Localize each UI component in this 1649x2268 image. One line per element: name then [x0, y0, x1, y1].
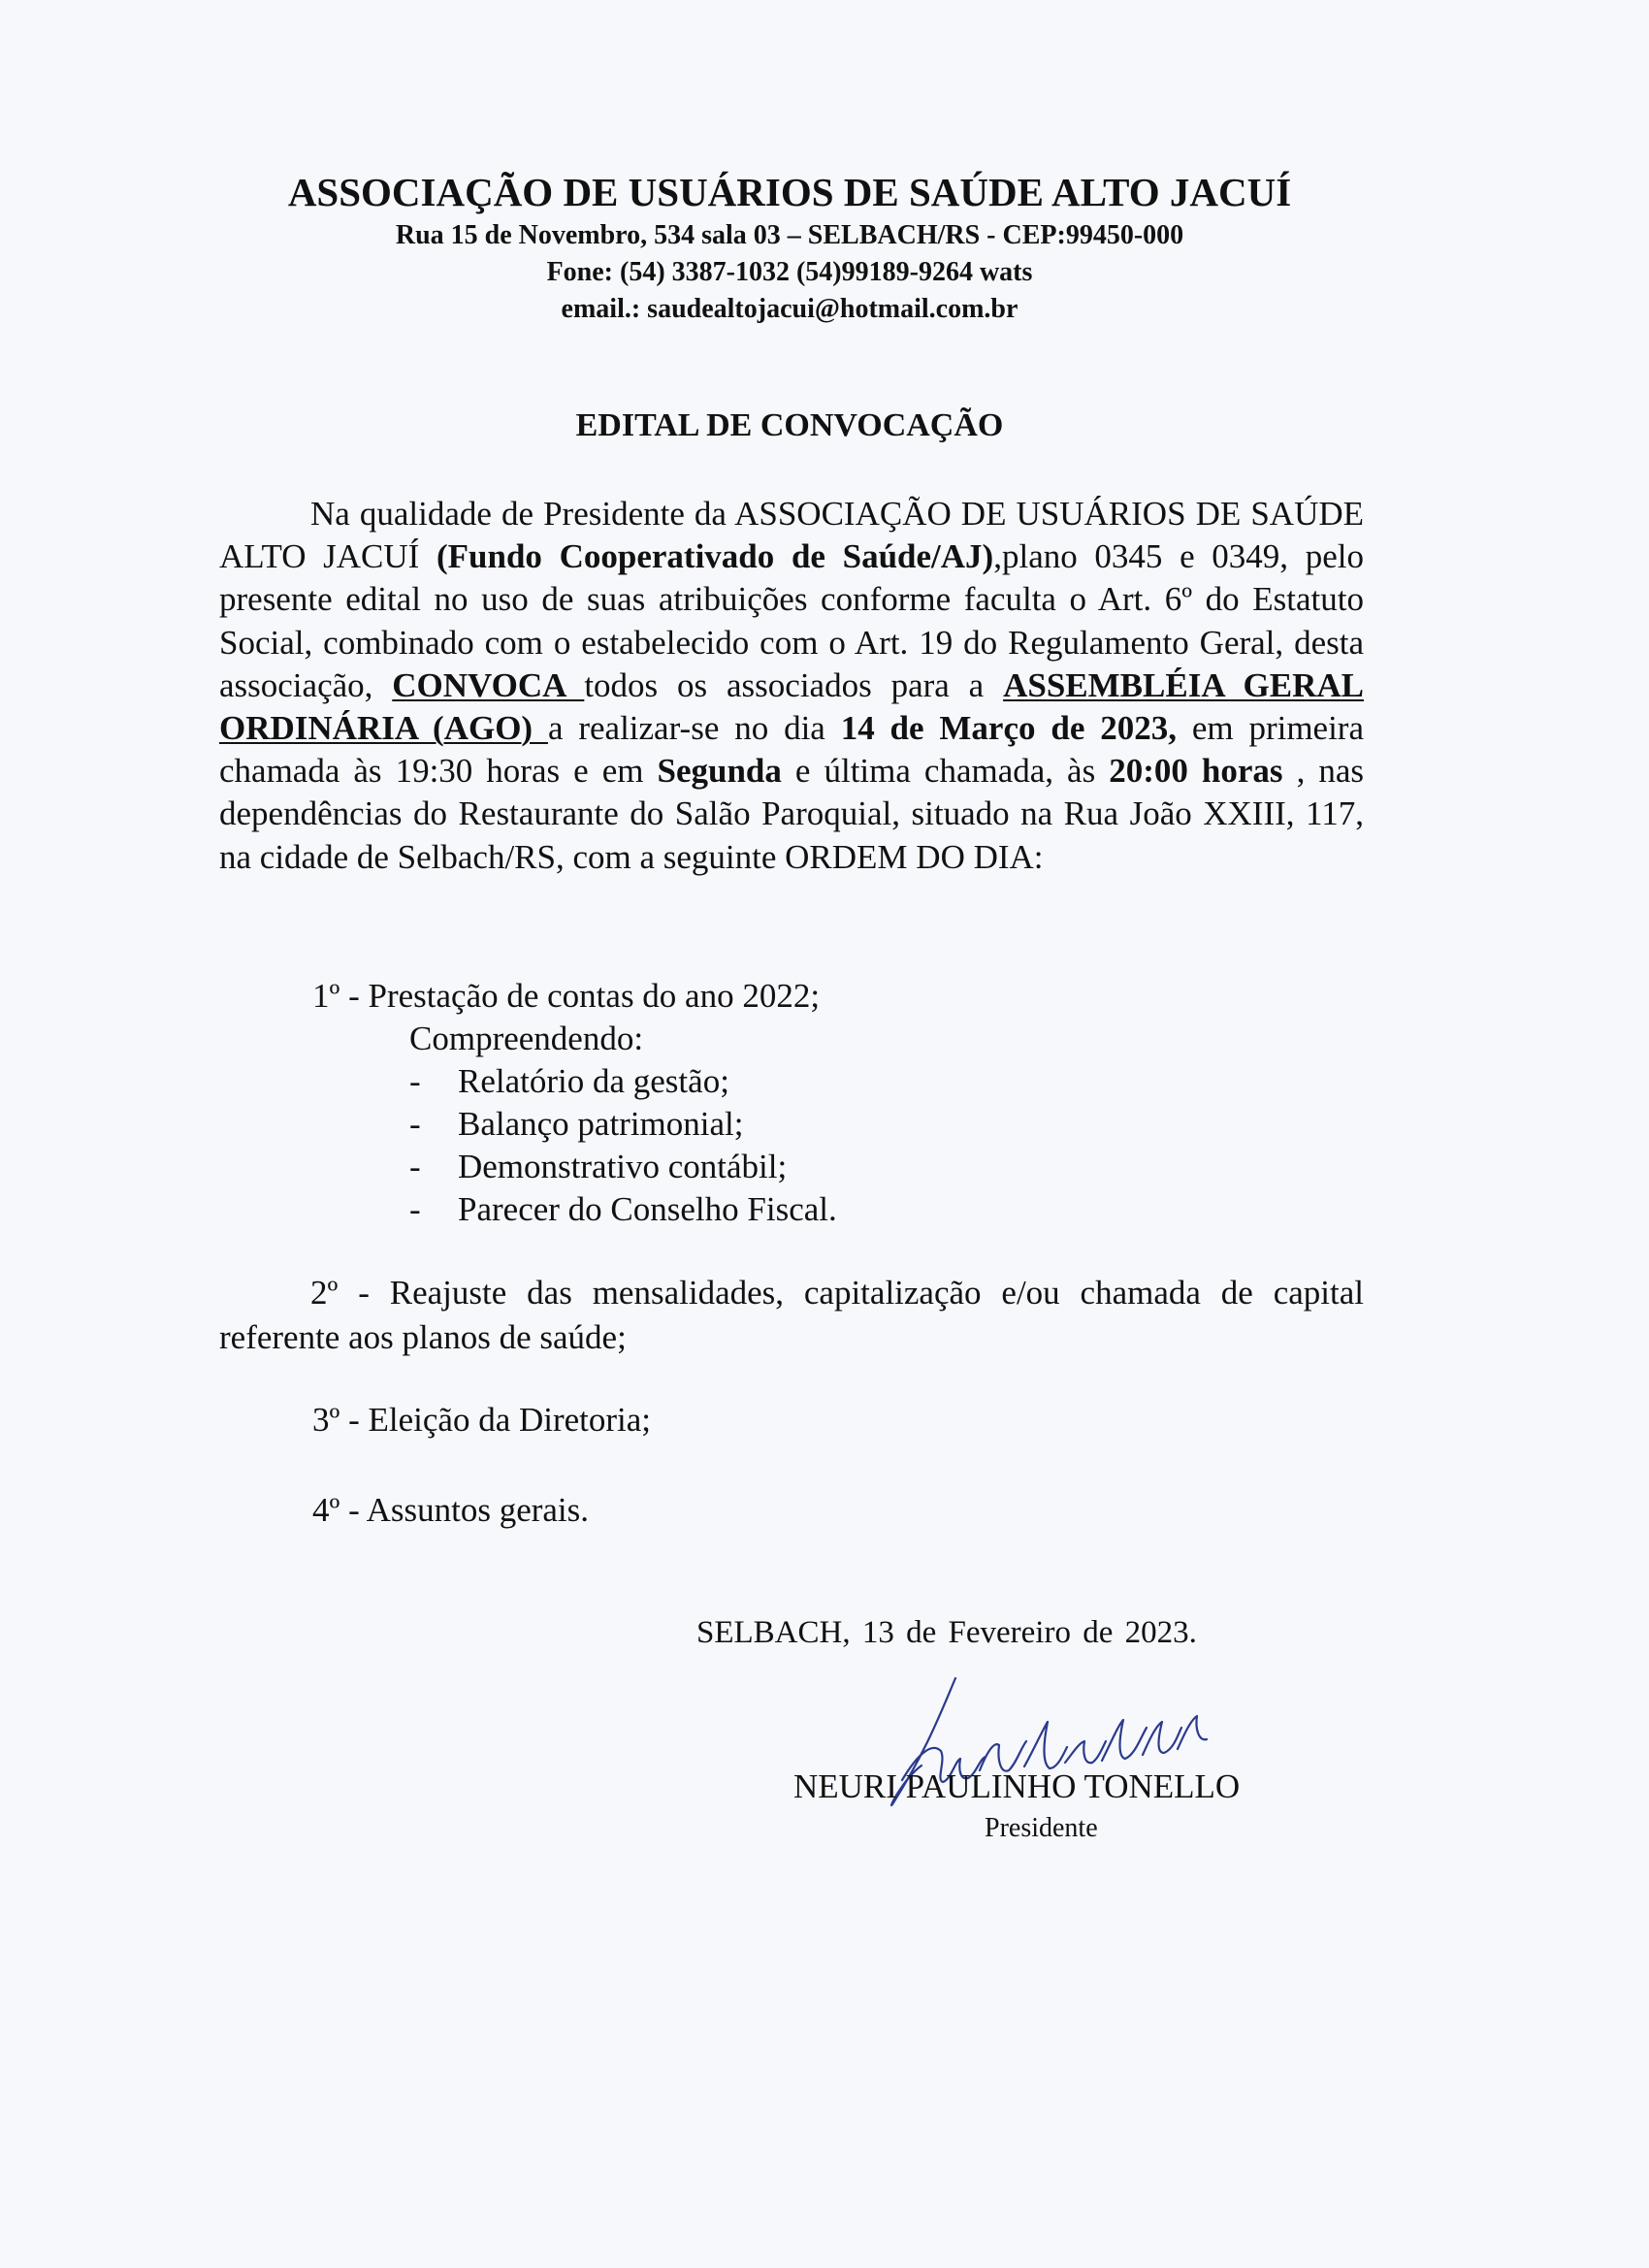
fund-name: (Fundo Cooperativado de Saúde/AJ)	[436, 537, 994, 576]
agenda-subitem: - Parecer do Conselho Fiscal.	[409, 1190, 837, 1228]
agenda-subitem: - Relatório da gestão;	[409, 1062, 729, 1100]
signer-title: Presidente	[985, 1813, 1098, 1843]
intro-text-3: ,plano 0345 e 0349, pelo presente edital no uso de suas atribuições conforme faculta o Art. 6º do Estatuto Social, combinado com o estabelecido com o Art. 19 do Regulamento Geral, desta associação,	[219, 537, 1364, 704]
association-email: email.: saudealtojacui@hotmail.com.br	[561, 294, 1018, 324]
association-address: Rua 15 de Novembro, 534 sala 03 – SELBACH/RS - CEP:99450-000	[395, 220, 1184, 250]
place-and-date: SELBACH, 13 de Fevereiro de 2023.	[696, 1615, 1197, 1650]
agenda-subitem: - Balanço patrimonial;	[409, 1105, 744, 1143]
agenda-item-3: 3º - Eleição da Diretoria;	[312, 1401, 652, 1439]
intro-text-1: Na qualidade de Presidente da ASSOCIAÇÃO DE USUÁRIOS DE SAÚDE ALTO JACUÍ	[219, 495, 1364, 576]
assembly-name: ASSEMBLÉIA GERAL ORDINÁRIA (AGO)	[219, 665, 1364, 748]
signer-name: NEURI PAULINHO TONELLO	[793, 1767, 1241, 1805]
document-title: EDITAL DE CONVOCAÇÃO	[575, 407, 1004, 443]
convocation-paragraph	[219, 493, 1364, 879]
intro-text-9: em primeira chamada às 19:30 horas e em	[219, 709, 1364, 791]
intro-text-7: a realizar-se no dia	[547, 709, 841, 748]
association-name: ASSOCIAÇÃO DE USUÁRIOS DE SAÚDE ALTO JACUÍ	[287, 170, 1292, 214]
agenda-item-4: 4º - Assuntos gerais.	[312, 1491, 590, 1529]
agenda-item-2: 2º - Reajuste das mensalidades, capitalização e/ou chamada de capital referente aos planos de saúde;	[219, 1274, 1364, 1356]
agenda-item-1: 1º - Prestação de contas do ano 2022;	[312, 977, 821, 1015]
assembly-date: 14 de Março de 2023,	[840, 709, 1177, 748]
intro-text-5: todos os associados para a	[584, 665, 1004, 704]
second-call-time: 20:00 horas	[1109, 752, 1283, 791]
intro-text-11: e última chamada, às	[781, 752, 1110, 791]
agenda-comprising-label: Compreendendo:	[409, 1020, 644, 1057]
convoca-word: CONVOCA	[392, 665, 585, 704]
association-phone: Fone: (54) 3387-1032 (54)99189-9264 wats	[546, 257, 1033, 287]
agenda-subitem: - Demonstrativo contábil;	[409, 1148, 788, 1185]
second-call-word: Segunda	[657, 752, 782, 791]
intro-text-13: , nas dependências do Restaurante do Salão Paroquial, situado na Rua João XXIII, 117, na cidade de Selbach/RS, com a seguinte ORDEM DO DIA:	[219, 752, 1365, 876]
letterhead	[0, 167, 1579, 328]
